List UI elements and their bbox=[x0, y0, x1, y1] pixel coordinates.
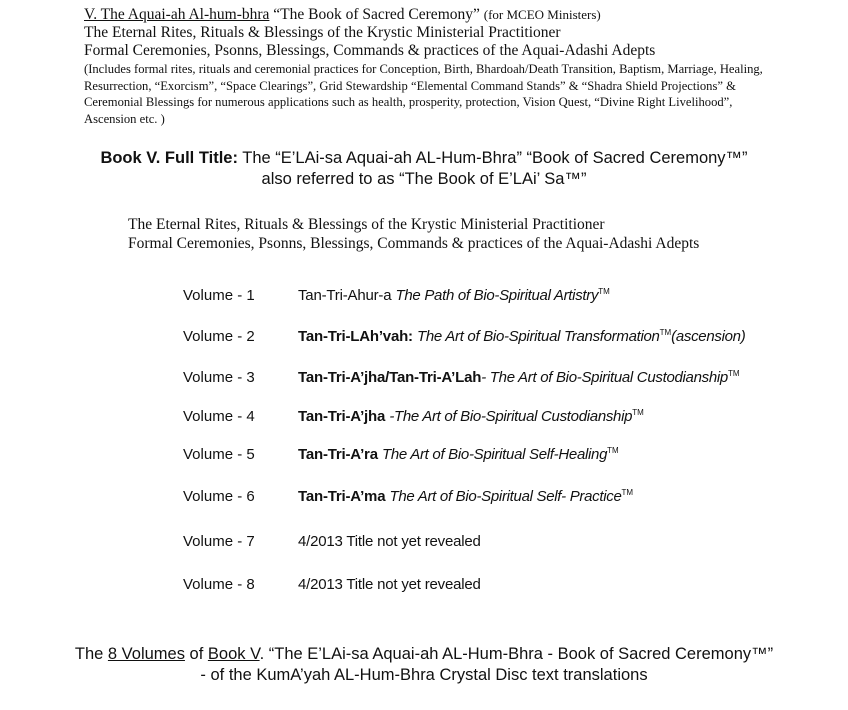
volume-label: Volume - 6 bbox=[183, 488, 255, 505]
full-title-block bbox=[0, 148, 848, 190]
volume-extra: (ascension) bbox=[671, 328, 746, 345]
volume-label: Volume - 3 bbox=[183, 369, 255, 386]
volume-name: Tan-Tri-A’ra bbox=[298, 446, 378, 463]
volume-label: Volume - 8 bbox=[183, 576, 255, 593]
full-title-text: The “E’LAi-sa Aquai-ah AL-Hum-Bhra” “Book of Sacred Ceremony™” bbox=[237, 149, 748, 167]
book-subtitle-line-2: Formal Ceremonies, Psonns, Blessings, Commands & practices of the Aquai-Adashi Adepts bbox=[84, 42, 656, 59]
volume-label: Volume - 2 bbox=[183, 328, 255, 345]
trademark-mark: TM bbox=[598, 287, 610, 296]
volume-name: Tan-Tri-A’jha/Tan-Tri-A’Lah bbox=[298, 369, 482, 386]
volume-title bbox=[298, 488, 633, 505]
volume-name: Tan-Tri-Ahur-a bbox=[298, 287, 392, 304]
volume-row-5 bbox=[183, 446, 803, 468]
volume-description: The Art of Bio-Spiritual Self- Practice bbox=[389, 488, 622, 505]
volume-row-2 bbox=[183, 328, 803, 350]
trademark-mark: TM bbox=[659, 328, 672, 337]
volume-row-7 bbox=[183, 533, 803, 555]
book-heading bbox=[84, 6, 824, 24]
volume-title bbox=[298, 446, 619, 463]
volume-title bbox=[298, 408, 644, 425]
trademark-mark: TM bbox=[607, 446, 619, 455]
footer-book-link: Book V bbox=[207, 645, 260, 663]
volume-description: The Art of Bio-Spiritual Self-Healing bbox=[382, 446, 608, 463]
volume-title bbox=[298, 328, 745, 345]
rites-description-line-2: Formal Ceremonies, Psonns, Blessings, Commands & practices of the Aquai-Adashi Adepts bbox=[128, 235, 700, 252]
rites-description-line-1: The Eternal Rites, Rituals & Blessings of the Krystic Ministerial Practitioner bbox=[128, 216, 605, 233]
full-title-label: Book V. Full Title: bbox=[100, 149, 238, 167]
book-includes-text: (Includes formal rites, rituals and ceremonial practices for Conception, Birth, Bhardoah/Death Transition, Baptism, Marriage, Healing, Resurrection, “Exorcism”, “Space Clearings”, Grid Stewardship “Elemental Command Stands” & “Shadra Shield Projections” & Ceremonial Blessings for numerous applications such as health, prosperity, protection, Vision Quest, “Divine Right Livelihood”, Ascension etc. ) bbox=[84, 62, 763, 126]
volume-title bbox=[298, 369, 740, 386]
volumes-footer bbox=[0, 644, 848, 686]
volume-row-1 bbox=[183, 287, 803, 309]
volume-label: Volume - 7 bbox=[183, 533, 255, 550]
volume-name: 4/2013 Title not yet revealed bbox=[298, 533, 481, 550]
trademark-mark: TM bbox=[632, 408, 644, 417]
footer-book-title: . “The E’LAi-sa Aquai-ah AL-Hum-Bhra - Book of Sacred Ceremony™” bbox=[259, 645, 774, 663]
volume-title bbox=[298, 287, 610, 304]
volume-description: The Art of Bio-Spiritual Transformation bbox=[417, 328, 660, 345]
footer-volumes-link: 8 Volumes bbox=[107, 645, 185, 663]
rites-description bbox=[128, 215, 828, 253]
volume-name: 4/2013 Title not yet revealed bbox=[298, 576, 481, 593]
book-heading-note: (for MCEO Ministers) bbox=[483, 7, 601, 22]
trademark-mark: TM bbox=[621, 488, 634, 497]
book-heading-title: “The Book of Sacred Ceremony” bbox=[273, 6, 480, 23]
footer-the: The bbox=[74, 645, 108, 663]
volume-row-8 bbox=[183, 576, 803, 598]
full-title-line-2: also referred to as “The Book of E’LAi’ Sa™” bbox=[261, 170, 587, 188]
volume-title bbox=[298, 533, 481, 550]
book-subtitle-line-1: The Eternal Rites, Rituals & Blessings of the Krystic Ministerial Practitioner bbox=[84, 24, 561, 41]
volume-label: Volume - 1 bbox=[183, 287, 255, 304]
volume-name: Tan-Tri-A’ma bbox=[298, 488, 386, 505]
volume-description: The Path of Bio-Spiritual Artistry bbox=[395, 287, 599, 304]
volume-title bbox=[298, 576, 481, 593]
volumes-footer-line-1 bbox=[0, 644, 848, 665]
book-heading-lead: V. The Aquai-ah Al-hum-bhra bbox=[84, 6, 270, 23]
volume-row-4 bbox=[183, 408, 803, 430]
volume-description: - The Art of Bio-Spiritual Custodianship bbox=[481, 369, 728, 386]
volumes-footer-line-2: - of the KumA’yah AL-Hum-Bhra Crystal Disc text translations bbox=[200, 666, 648, 684]
trademark-mark: TM bbox=[727, 369, 740, 378]
volume-name: Tan-Tri-LAh’vah: bbox=[298, 328, 413, 345]
volume-label: Volume - 5 bbox=[183, 446, 255, 463]
volume-description: -The Art of Bio-Spiritual Custodianship bbox=[389, 408, 633, 425]
volume-row-6 bbox=[183, 488, 803, 510]
book-summary-block bbox=[84, 6, 824, 127]
volume-row-3 bbox=[183, 369, 803, 391]
volume-label: Volume - 4 bbox=[183, 408, 255, 425]
footer-of: of bbox=[184, 645, 208, 663]
full-title-line-1 bbox=[0, 148, 848, 169]
volume-name: Tan-Tri-A’jha bbox=[298, 408, 386, 425]
